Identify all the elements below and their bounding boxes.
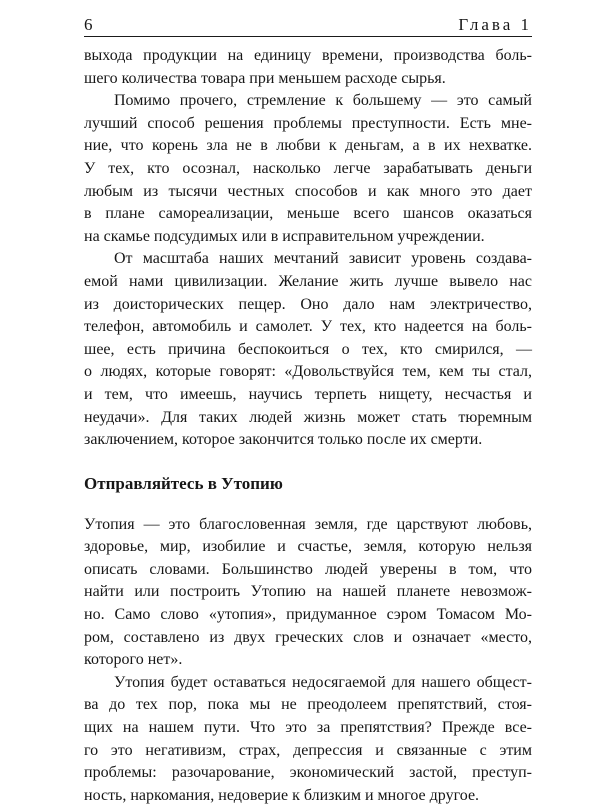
text-line: любым из тысячи честных способов и как много это дает xyxy=(84,182,532,200)
text-line: выхода продукции на единицу времени, производства боль- xyxy=(84,47,532,64)
text-line: и тем, что имеешь, научись терпеть нищету, несчастья и xyxy=(84,385,532,403)
text-line: заключением, которое закончится только после их смерти. xyxy=(84,431,483,449)
text-line: ром, составлено из двух греческих слов и означает «место, xyxy=(84,628,532,646)
text-line: лучший способ решения проблемы преступности. Есть мне- xyxy=(84,114,532,132)
text-line: которого нет». xyxy=(84,651,183,669)
body-text-bottom xyxy=(84,514,532,807)
paragraph xyxy=(84,45,532,90)
text-line: щих на нашем пути. Что это за препятствия? Прежде все- xyxy=(84,719,532,737)
text-line: шего количества товара при меньшем расходе сырья. xyxy=(84,69,446,87)
page-number: 6 xyxy=(84,15,93,34)
text-line: в плане самореализации, меньше всего шансов оказаться xyxy=(84,205,532,223)
page-body xyxy=(84,45,532,807)
text-line: У тех, кто осознал, насколько легче зарабатывать деньги xyxy=(84,159,532,177)
text-line: Утопия будет оставаться недосягаемой для нашего общест- xyxy=(114,673,532,691)
text-line: Утопия — это благословенная земля, где царствуют любовь, xyxy=(84,515,532,533)
text-line: ность, наркомания, недоверие к близким и многое другое. xyxy=(84,786,480,804)
text-line: неудачи». Для таких людей жизнь может стать тюремным xyxy=(84,408,532,426)
text-line: ва до тех пор, пока мы не преодолеем препятствий, стоя- xyxy=(84,696,532,714)
text-line: найти или построить Утопию на нашей планете невозмож- xyxy=(84,583,532,601)
paragraph xyxy=(84,672,532,807)
text-line: но. Само слово «утопия», придуманное сэром Томасом Мо- xyxy=(84,606,532,624)
text-line: телефон, автомобиль и самолет. У тех, кто надеется на боль- xyxy=(84,318,532,336)
text-line: ние, что корень зла не в любви к деньгам, а в их нехватке. xyxy=(84,137,532,155)
paragraph xyxy=(84,514,532,672)
book-page xyxy=(84,14,532,807)
text-line: шее, есть причина беспокоиться о тех, кто смирился, — xyxy=(84,340,532,358)
text-line: о людях, которые говорят: «Довольствуйся тем, кем ты стал, xyxy=(84,363,532,381)
running-title: Глава 1 xyxy=(458,15,532,34)
text-line: из доисторических пещер. Оно дало нам электричество, xyxy=(84,295,532,313)
section-heading: Отправляйтесь в Утопию xyxy=(84,473,283,493)
paragraph xyxy=(84,90,532,248)
text-line: проблемы: разочарование, экономический застой, преступ- xyxy=(84,764,532,782)
text-line: описать словами. Большинство людей уверены в том, что xyxy=(84,560,532,578)
page-header xyxy=(84,14,532,37)
text-line: здоровье, мир, изобилие и счастье, земля, которую нельзя xyxy=(84,538,532,556)
paragraph xyxy=(84,248,532,451)
text-line: го это негативизм, страх, депрессия и связанные с этим xyxy=(84,741,532,759)
text-line: От масштаба наших мечтаний зависит уровень создава- xyxy=(114,250,532,268)
text-line: емой нами цивилизации. Желание жить лучше вывело нас xyxy=(84,272,532,290)
body-text-top xyxy=(84,45,532,452)
text-line: на скамье подсудимых или в исправительном учреждении. xyxy=(84,227,485,245)
text-line: Помимо прочего, стремление к большему — это самый xyxy=(114,92,532,110)
